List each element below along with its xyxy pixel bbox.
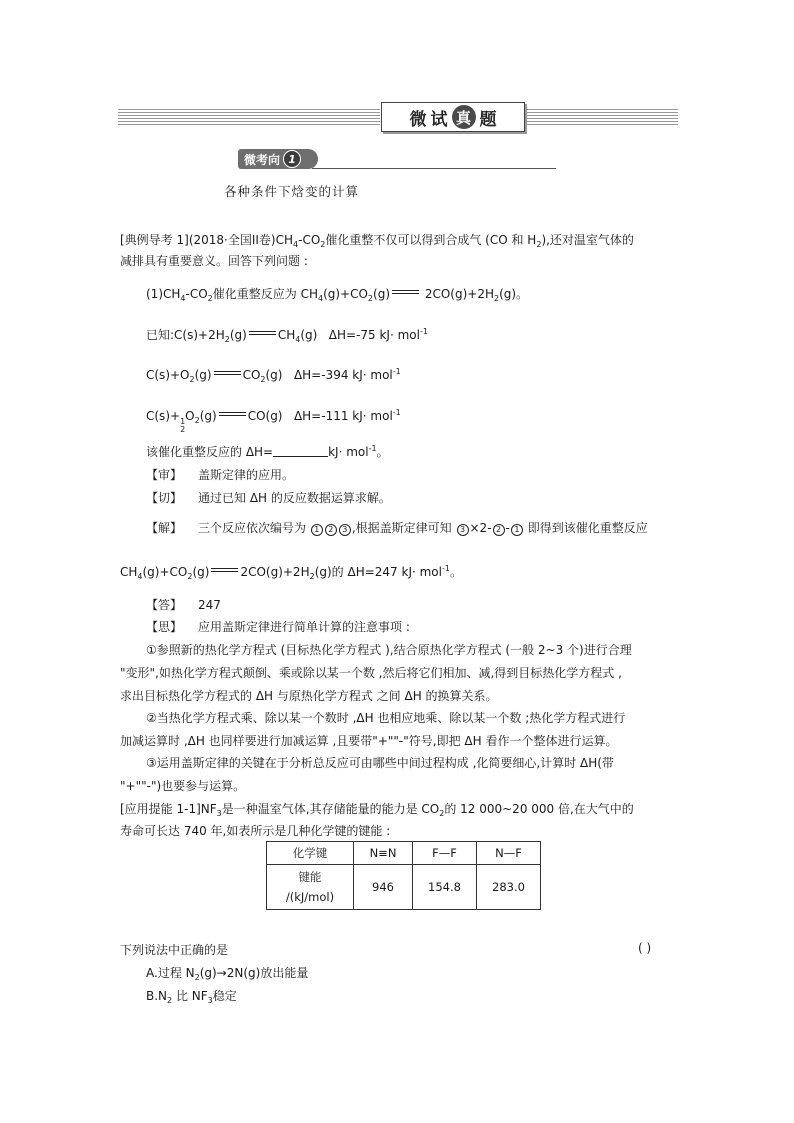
- table-header-cell: F—F: [413, 842, 477, 865]
- qie-line: 【切】 通过已知 ΔH 的反应数据运算求解。: [146, 491, 391, 505]
- topic-title: 各种条件下焓变的计算: [224, 184, 360, 199]
- application-line-2: 寿命可长达 740 年,如表所示是几种化学键的键能 :: [120, 824, 391, 838]
- example-line-1: [典例导考 1](2018·全国II卷)$CH_4-CO_2$催化重整不仅可以得到合成气 (CO 和 $H_2$),还对温室气体的: [120, 233, 634, 249]
- note-3-line-1: ③运用盖斯定律的关键在于分析总反应可由哪些中间过程构成 ,化简要细心,计算时 ΔH(带: [146, 756, 614, 770]
- note-2-line-1: ②当热化学方程式乘、除以某一个数时 ,ΔH 也相应地乘、除以某一个数 ;热化学方程式进行: [146, 711, 626, 725]
- da-line: 【答】 247: [146, 598, 221, 612]
- note-1-line-3: 求出目标热化学方程式的 ΔH 与原热化学方程式 之间 ΔH 的换算关系。: [120, 689, 498, 703]
- shen-line: 【审】 盖斯定律的应用。: [146, 468, 295, 482]
- banner-pattern-right: [526, 109, 678, 125]
- question-ask: 该催化重整反应的 ΔH= kJ· mol$^{-1}$。: [146, 444, 389, 459]
- banner-pattern-left: [118, 109, 380, 125]
- jie-line: 【解】 三个反应依次编号为 1 2 3 ,根据盖斯定律可知 3 ×2- 2 - 1 即得到该催化重整反应: [146, 521, 648, 535]
- table-cell: 283.0: [477, 865, 541, 910]
- option-a: A.过程 $N_2(g)\to 2N(g)$放出能量: [146, 966, 309, 982]
- jie-equation: $CH_4(g)+CO_2(g)$ $2CO(g)+2H_2(g)$的 ΔH=247 kJ· mol$^{-1}$。: [120, 564, 462, 581]
- example-line-2: 减排具有重要意义。回答下列问题 :: [120, 254, 308, 268]
- table-header-cell: N≡N: [354, 842, 413, 865]
- banner-char-3: 真: [452, 105, 476, 129]
- option-b: $B.N_2$ 比 $NF_3$稳定: [146, 989, 237, 1005]
- subheading-number: 1: [283, 150, 301, 168]
- note-1-line-2: "变形",如热化学方程式颠倒、乘或除以某一个数 ,然后将它们相加、减,得到目标热化学方程式 ,: [120, 666, 622, 680]
- si-line: 【思】 应用盖斯定律进行简单计算的注意事项 :: [146, 620, 410, 634]
- banner-char-2: 试: [430, 109, 448, 130]
- banner-char-4: 题: [479, 109, 497, 130]
- note-3-line-2: "+""-")也要参与运算。: [120, 779, 246, 793]
- table-cell: 154.8: [413, 865, 477, 910]
- table-row: [267, 865, 541, 910]
- known-eq-2: $C(s)+O_2(g)$ $CO_2(g)$ ΔH=-394 kJ· mol$^{-1}$: [146, 367, 401, 384]
- question-1: $(1)CH_4-CO_2$催化重整反应为 $CH_4(g)+CO_2(g)$ $2CO(g)+2H_2(g)$。: [146, 287, 529, 303]
- bond-energy-table: [266, 841, 541, 910]
- question-stem: 下列说法中正确的是: [120, 943, 229, 957]
- note-2-line-2: 加减运算时 ,ΔH 也同样要进行加减运算 ,且要带"+""-"符号,即把 ΔH 看作一个整体进行运算。: [120, 734, 618, 748]
- banner-char-1: 微: [409, 109, 427, 130]
- known-eq-1: 已知$:C(s)+2H_2(g)$ $CH_4(g)$ ΔH=-75 kJ· mol$^{-1}$: [146, 327, 428, 344]
- section-banner: [381, 102, 525, 132]
- table-header-cell: 化学键: [267, 842, 354, 865]
- subheading-pill: [238, 149, 318, 169]
- table-header-row: [267, 842, 541, 865]
- application-line-1: [应用提能 $1-1]NF_3$是一种温室气体,其存储能量的能力是 $CO_2$的 12 000~20 000 倍,在大气中的: [120, 802, 634, 818]
- known-eq-3: C(s)+ 1 2 $O_2(g)$ CO(g) ΔH=-111 kJ· mol$^{-1}$: [146, 408, 401, 434]
- note-1-line-1: ①参照新的热化学方程式 (目标热化学方程式 ),结合原热化学方程式 (一般 2~3 个)进行合理: [146, 643, 632, 657]
- table-row-label: 键能 /(kJ/mol): [267, 865, 354, 910]
- subheading-underline: [312, 168, 556, 169]
- table-cell: 946: [354, 865, 413, 910]
- subheading-label: 微考向: [244, 152, 281, 167]
- table-header-cell: N—F: [477, 842, 541, 865]
- answer-paren: ( ): [638, 941, 652, 955]
